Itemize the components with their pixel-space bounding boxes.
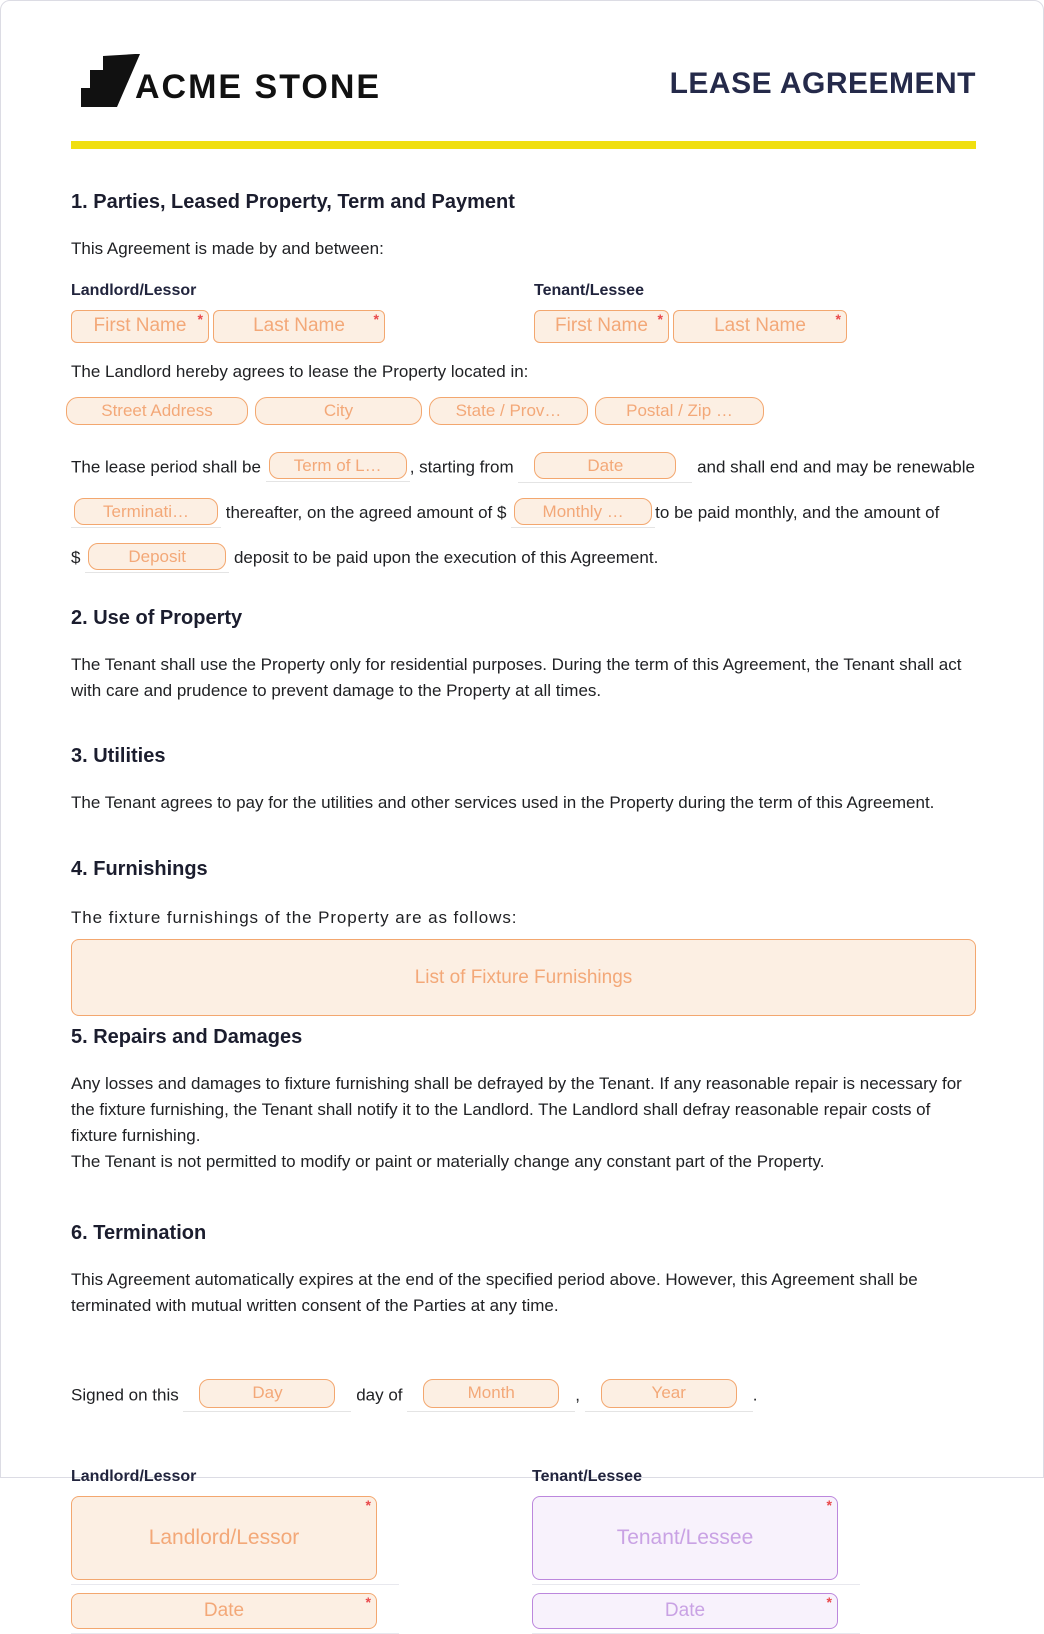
brand-name: ACME STONE (135, 67, 382, 106)
tenant-date-placeholder: Date (664, 1599, 706, 1621)
section6-heading: 6. Termination (71, 1222, 207, 1245)
section4-heading: 4. Furnishings (71, 858, 208, 881)
signatures-area (71, 1468, 976, 1634)
street-address-placeholder: Street Address (101, 400, 213, 420)
section2-body: The Tenant shall use the Property only for residential purposes. During the term of this Agreement, the Tenant shall act with care and prudence to prevent damage to the Property at all times. (71, 654, 962, 700)
monthly-amount-field[interactable] (514, 498, 652, 525)
state-field[interactable] (429, 397, 588, 425)
required-asterisk: * (826, 1496, 832, 1513)
tenant-first-name-placeholder: First Name (555, 315, 648, 337)
start-date-field[interactable] (534, 452, 676, 479)
landlord-last-name-field[interactable] (213, 310, 385, 343)
fixture-furnishings-placeholder: List of Fixture Furnishings (414, 966, 633, 988)
tenant-last-name-placeholder: Last Name (714, 315, 806, 337)
landlord-last-name-placeholder: Last Name (253, 315, 345, 337)
term-of-lease-placeholder: Term of L… (293, 456, 382, 476)
landlord-signature-label: Landlord/Lessor (71, 1467, 197, 1485)
section4-intro: The fixture furnishings of the Property are as follows: (71, 908, 518, 928)
signed-text-2: day of (356, 1385, 403, 1405)
property-intro: The Landlord hereby agrees to lease the Property located in: (71, 361, 529, 381)
required-asterisk: * (365, 1593, 371, 1610)
lease-text-5: to be paid monthly, and the amount of (655, 502, 940, 522)
section3-body: The Tenant agrees to pay for the utilities and other services used in the Property during the term of this Agreement. (71, 793, 935, 813)
termination-placeholder: Terminati… (103, 501, 189, 521)
lease-text-6: $ (71, 547, 81, 567)
lease-paragraph-line1 (71, 451, 976, 483)
tenant-signature-column (532, 1468, 976, 1634)
lease-text-3: and shall end and may be renewable (697, 457, 975, 477)
fixture-furnishings-textarea[interactable] (71, 939, 976, 1016)
signed-period: . (752, 1385, 758, 1405)
term-of-lease-field[interactable] (269, 452, 407, 479)
landlord-signature-placeholder: Landlord/Lessor (148, 1525, 300, 1549)
landlord-label: Landlord/Lessor (71, 281, 197, 299)
month-placeholder: Month (467, 1383, 515, 1403)
postal-placeholder: Postal / Zip … (626, 400, 733, 420)
lease-paragraph-line3 (71, 542, 976, 573)
section5-heading: 5. Repairs and Damages (71, 1026, 303, 1049)
section2-heading: 2. Use of Property (71, 606, 243, 629)
city-placeholder: City (323, 400, 354, 420)
section6-body: This Agreement automatically expires at the end of the specified period above. However, this Agreement shall be terminated with mutual written consent of the Parties at any time. (71, 1270, 918, 1316)
landlord-signature-field[interactable] (71, 1496, 377, 1580)
required-asterisk: * (197, 310, 203, 327)
city-field[interactable] (255, 397, 422, 425)
section3-heading: 3. Utilities (71, 745, 166, 768)
section1-heading: 1. Parties, Leased Property, Term and Payment (71, 191, 515, 213)
landlord-date-placeholder: Date (203, 1599, 245, 1621)
required-asterisk: * (373, 310, 379, 327)
parties-name-fields-row (71, 300, 976, 343)
parties-labels-row (71, 282, 976, 300)
header (71, 1, 976, 111)
required-asterisk: * (365, 1496, 371, 1513)
month-field[interactable] (423, 1379, 559, 1408)
state-placeholder: State / Prov… (455, 400, 562, 420)
day-field[interactable] (199, 1379, 335, 1408)
landlord-first-name-field[interactable] (71, 310, 209, 343)
year-placeholder: Year (651, 1383, 686, 1403)
lease-text-4: thereafter, on the agreed amount of $ (225, 502, 507, 522)
tenant-signature-label: Tenant/Lessee (532, 1467, 642, 1485)
section5-body2: The Tenant is not permitted to modify or paint or materially change any constant part of the Property. (71, 1151, 825, 1171)
document-title: LEASE AGREEMENT (669, 67, 976, 100)
landlord-first-name-placeholder: First Name (93, 315, 187, 337)
lease-text-7: deposit to be paid upon the execution of this Agreement. (233, 547, 659, 567)
day-placeholder: Day (252, 1383, 283, 1403)
yellow-divider (71, 141, 976, 149)
address-fields-row (66, 397, 976, 425)
landlord-date-field[interactable] (71, 1593, 377, 1629)
signed-text-1: Signed on this (71, 1385, 179, 1405)
street-address-field[interactable] (66, 397, 248, 425)
required-asterisk: * (835, 310, 841, 327)
tenant-signature-placeholder: Tenant/Lessee (616, 1525, 754, 1549)
deposit-placeholder: Deposit (128, 546, 187, 566)
deposit-field[interactable] (88, 543, 226, 570)
signed-on-row (71, 1379, 976, 1412)
lease-text-1: The lease period shall be (71, 457, 261, 477)
landlord-signature-column (71, 1468, 532, 1634)
postal-field[interactable] (595, 397, 764, 425)
termination-field[interactable] (74, 498, 218, 525)
year-field[interactable] (601, 1379, 737, 1408)
tenant-label: Tenant/Lessee (534, 281, 644, 299)
section1-intro: This Agreement is made by and between: (71, 239, 384, 258)
required-asterisk: * (657, 310, 663, 327)
signed-comma: , (575, 1385, 580, 1405)
required-asterisk: * (826, 1593, 832, 1610)
brand-logo (77, 49, 381, 111)
tenant-date-field[interactable] (532, 1593, 838, 1629)
lease-paragraph-line2 (71, 497, 976, 528)
tenant-first-name-field[interactable] (534, 310, 669, 343)
tenant-last-name-field[interactable] (673, 310, 847, 343)
tenant-signature-field[interactable] (532, 1496, 838, 1580)
lease-text-2: , starting from (409, 457, 514, 477)
section5-body1: Any losses and damages to fixture furnishing shall be defrayed by the Tenant. If any reasonable repair is necessary for the fixture furnishing, the Tenant shall notify it to the Landlord. The Landlord shall defray reasonable repair costs of fixture furnishing. (71, 1074, 962, 1145)
monthly-amount-placeholder: Monthly … (542, 501, 624, 521)
stone-logo-icon (77, 49, 143, 111)
start-date-placeholder: Date (587, 455, 624, 475)
